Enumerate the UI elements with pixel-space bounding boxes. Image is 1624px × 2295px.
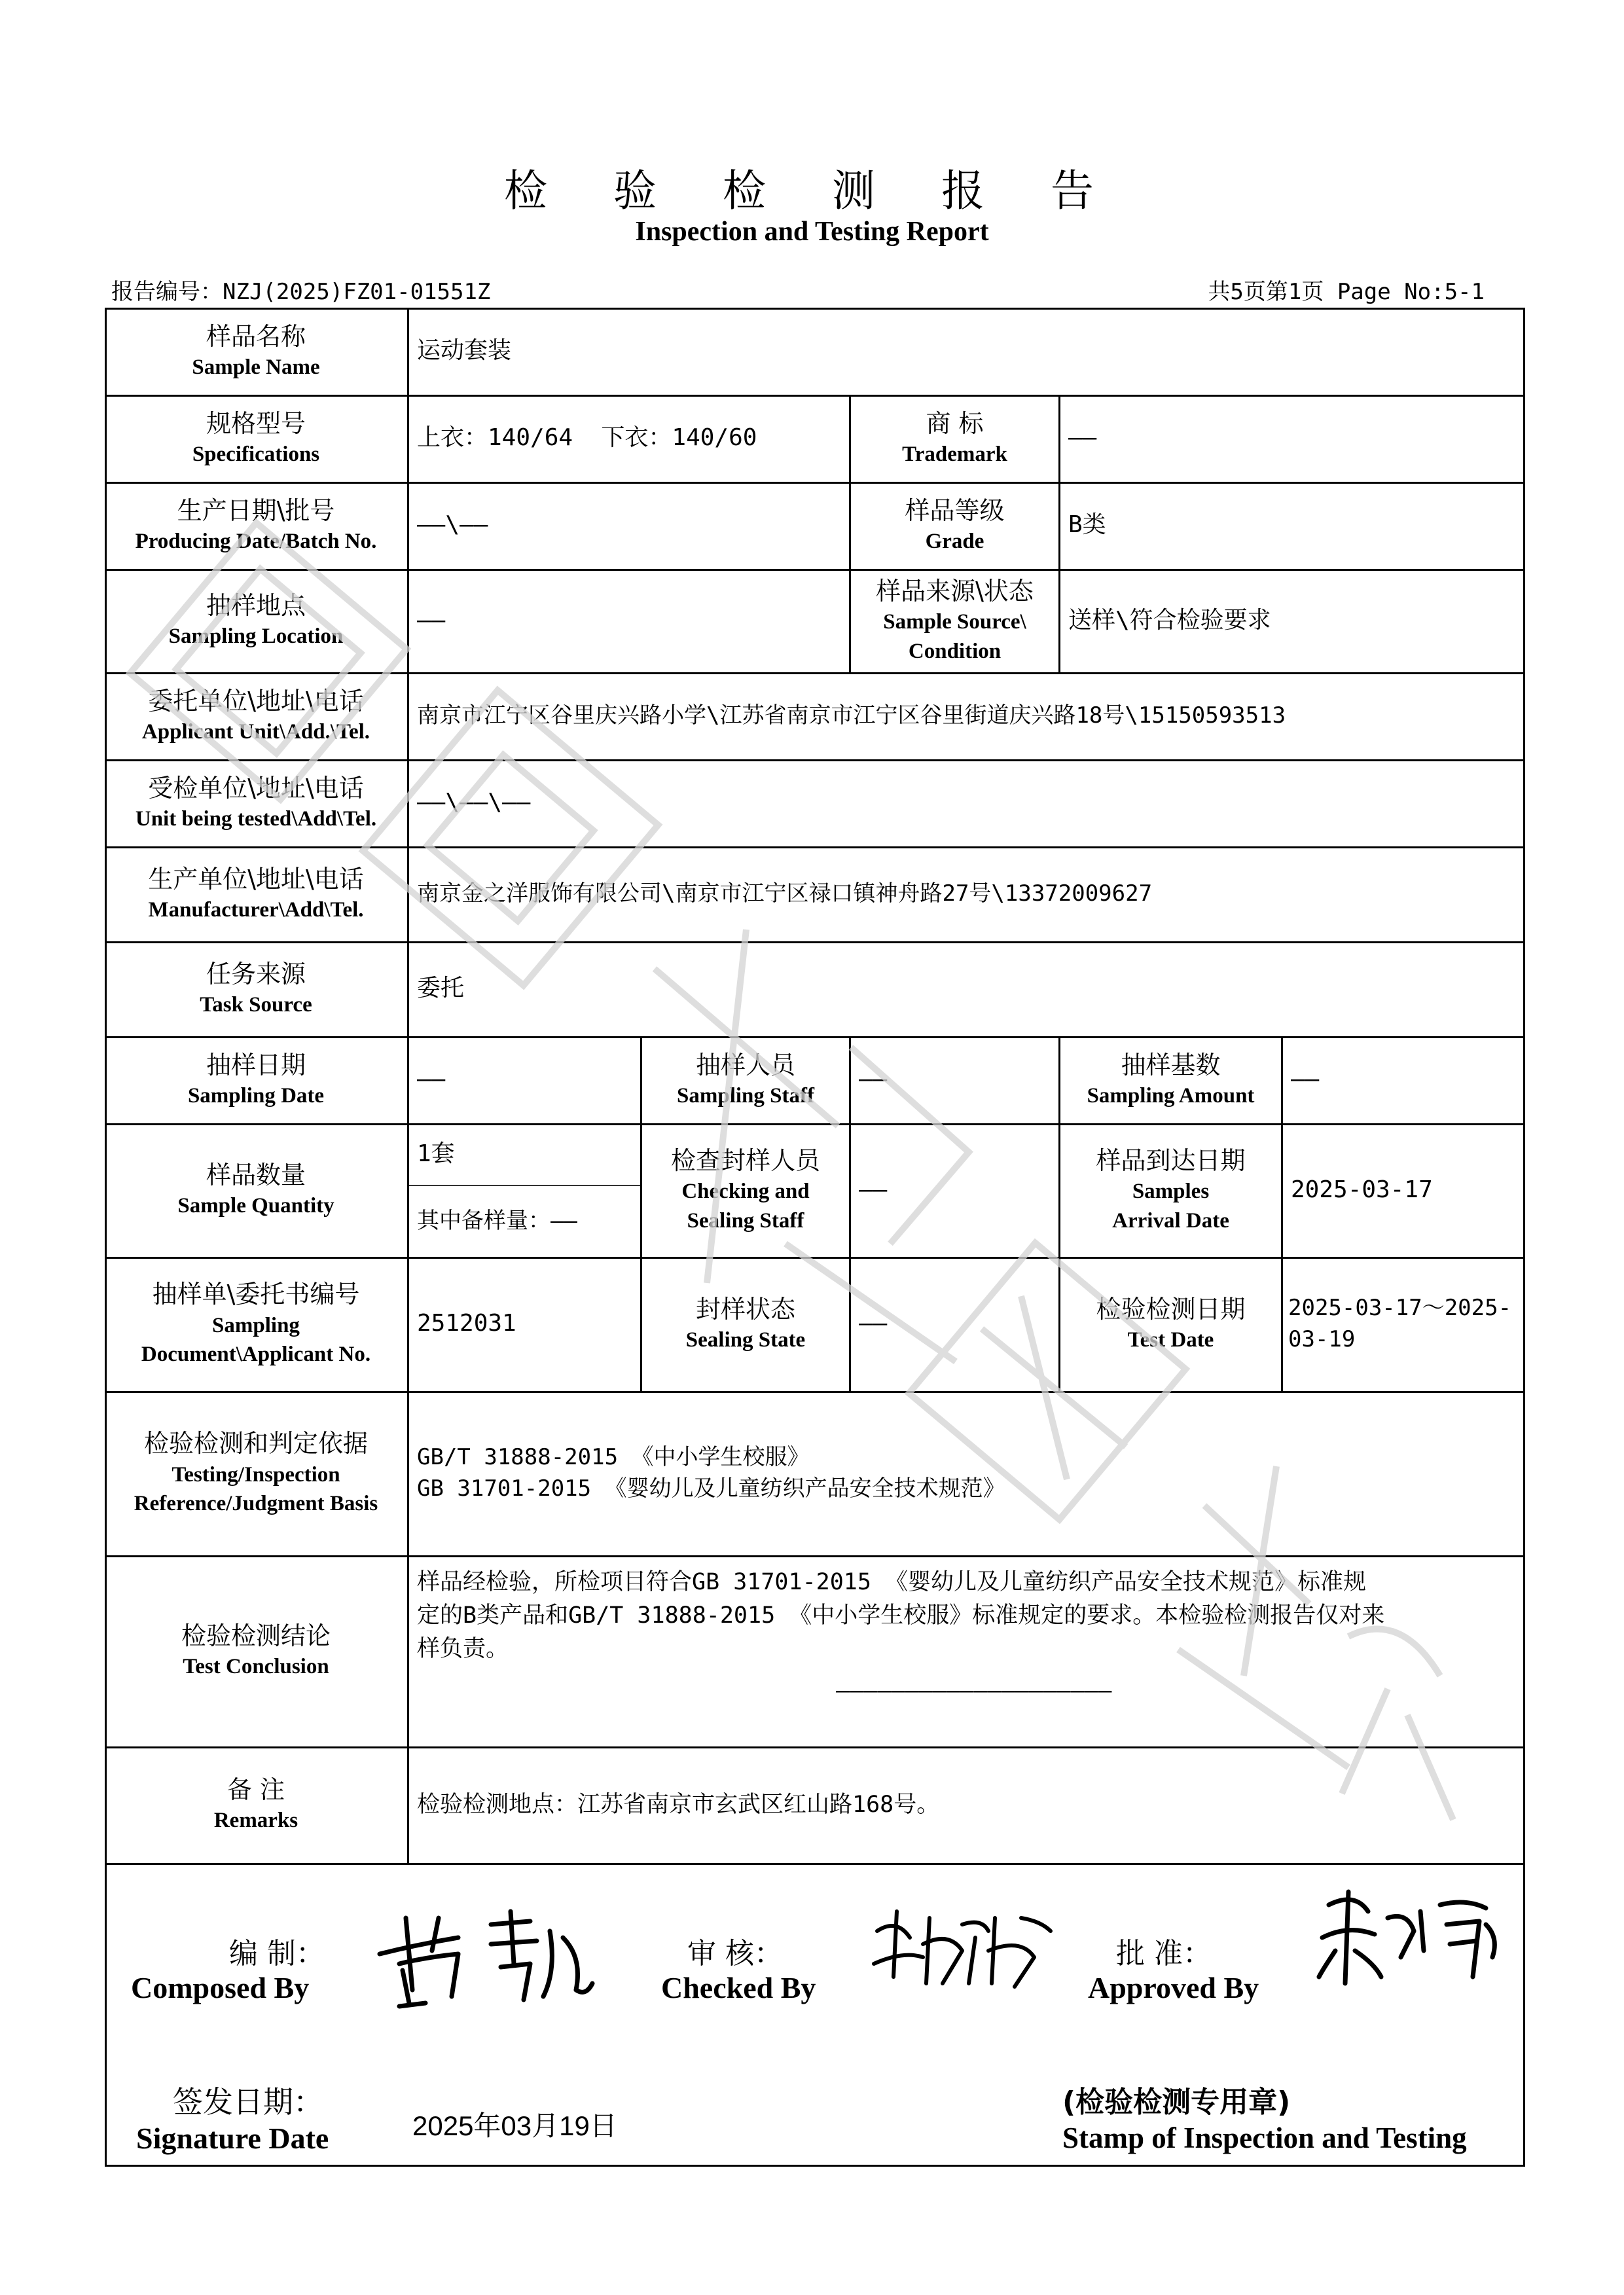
arrival-date-label: 样品到达日期 Samples Arrival Date — [1096, 1146, 1246, 1233]
conclusion-value: 样品经检验，所检项目符合GB 31701-2015 《婴幼儿及儿童纺织产品安全技术规范》标准规 定的B类产品和GB/T 31888-2015 《中小学生校服》标准规定的要求。本检验检测报告仅对来 样负责。 ———————————————————— — [417, 1569, 1385, 1705]
approver-signature — [1309, 1879, 1506, 1990]
approved-by-label-en: Approved By — [1088, 1971, 1259, 2004]
report-title-cn: 检 验 检 测 报 告 — [504, 166, 1120, 216]
page-number: 共5页第1页 Page No:5-1 — [1208, 279, 1485, 305]
task-source-value: 委托 — [417, 975, 465, 1002]
stamp-label-cn: (检验检测专用章) — [1062, 2086, 1291, 2119]
trademark-label: 商 标 Trademark — [902, 408, 1007, 466]
manufacturer-value: 南京金之洋服饰有限公司\南京市江宁区禄口镇神舟路27号\13372009627 — [417, 880, 1153, 907]
report-number: 报告编号：NZJ(2025)FZ01-01551Z — [111, 279, 491, 305]
sampling-amount-label: 抽样基数 Sampling Amount — [1087, 1050, 1255, 1108]
sampling-staff-label: 抽样人员 Sampling Staff — [677, 1050, 814, 1108]
remarks-label: 备 注 Remarks — [213, 1775, 298, 1833]
sample-quantity-label: 样品数量 Sample Quantity — [177, 1161, 334, 1218]
sampling-doc-label: 抽样单\委托书编号 Sampling Document\Applicant No. — [141, 1280, 371, 1367]
specifications-label: 规格型号 Specifications — [192, 408, 320, 466]
test-date-label: 检验检测日期 Test Date — [1096, 1294, 1246, 1352]
checker-signature — [864, 1892, 1060, 1997]
signature-date-value: 2025年03月19日 — [412, 2110, 617, 2141]
sealing-state-value: —— — [859, 1310, 888, 1337]
approved-by-label-cn: 批 准： — [1116, 1937, 1212, 1970]
manufacturer-label: 生产单位\地址\电话 Manufacturer\Add\Tel. — [148, 864, 364, 922]
grade-label: 样品等级 Grade — [905, 496, 1005, 553]
sampling-date-value: —— — [417, 1066, 446, 1093]
grade-value: B类 — [1068, 511, 1106, 539]
sampling-doc-value: 2512031 — [417, 1310, 516, 1337]
checked-by-label-cn: 审 核： — [687, 1937, 783, 1970]
sampling-location-label: 抽样地点 Sampling Location — [168, 591, 344, 649]
producing-date-value: ——\—— — [417, 511, 488, 539]
sealing-state-label: 封样状态 Sealing State — [685, 1294, 806, 1352]
sampling-date-label: 抽样日期 Sampling Date — [187, 1050, 325, 1108]
sample-quantity-value: 1套 — [417, 1140, 455, 1167]
checking-staff-label: 检查封样人员 Checking and Sealing Staff — [670, 1146, 820, 1233]
basis-label: 检验检测和判定依据 Testing/Inspection Reference/Judgment Basis — [134, 1429, 378, 1516]
sample-name-label: 样品名称 Sample Name — [192, 321, 320, 379]
test-date-value: 2025-03-17～2025- 03-19 — [1288, 1294, 1512, 1352]
report-table — [105, 308, 1525, 2167]
sample-source-value: 送样\符合检验要求 — [1068, 606, 1271, 634]
reserve-quantity-value: 其中备样量：—— — [417, 1208, 577, 1235]
basis-value: GB/T 31888-2015 《中小学生校服》 GB 31701-2015 《婴幼儿及儿童纺织产品安全技术规范》 — [417, 1443, 1005, 1502]
trademark-value: —— — [1068, 424, 1097, 452]
signature-date-label-en: Signature Date — [136, 2122, 329, 2155]
unit-tested-label: 受检单位\地址\电话 Unit being tested\Add\Tel. — [135, 773, 377, 831]
stamp-label-en: Stamp of Inspection and Testing — [1062, 2122, 1467, 2154]
checking-staff-value: —— — [859, 1176, 888, 1203]
sampling-amount-value: —— — [1291, 1066, 1320, 1093]
composer-signature — [360, 1892, 596, 2010]
sampling-location-value: —— — [417, 606, 446, 634]
applicant-label: 委托单位\地址\电话 Applicant Unit\Add.\Tel. — [141, 686, 370, 744]
arrival-date-value: 2025-03-17 — [1291, 1176, 1433, 1203]
applicant-value: 南京市江宁区谷里庆兴路小学\江苏省南京市江宁区谷里街道庆兴路18号\15150593513 — [417, 702, 1286, 729]
remarks-value: 检验检测地点：江苏省南京市玄武区红山路168号。 — [417, 1791, 940, 1818]
conclusion-label: 检验检测结论 Test Conclusion — [181, 1621, 331, 1679]
sampling-staff-value: —— — [859, 1066, 888, 1093]
composed-by-label-en: Composed By — [131, 1971, 310, 2004]
sample-name-value: 运动套装 — [417, 337, 512, 365]
signature-date-label-cn: 签发日期： — [173, 2084, 323, 2120]
checked-by-label-en: Checked By — [661, 1971, 816, 2004]
specifications-value: 上衣：140/64 下衣：140/60 — [417, 424, 757, 452]
task-source-label: 任务来源 Task Source — [200, 959, 312, 1017]
producing-date-label: 生产日期\批号 Producing Date/Batch No. — [135, 496, 377, 553]
composed-by-label-cn: 编 制： — [229, 1937, 325, 1970]
sample-source-label: 样品来源\状态 Sample Source\ Condition — [876, 576, 1034, 663]
report-title-en: Inspection and Testing Report — [635, 217, 989, 247]
unit-tested-value: ——\——\—— — [417, 789, 531, 816]
